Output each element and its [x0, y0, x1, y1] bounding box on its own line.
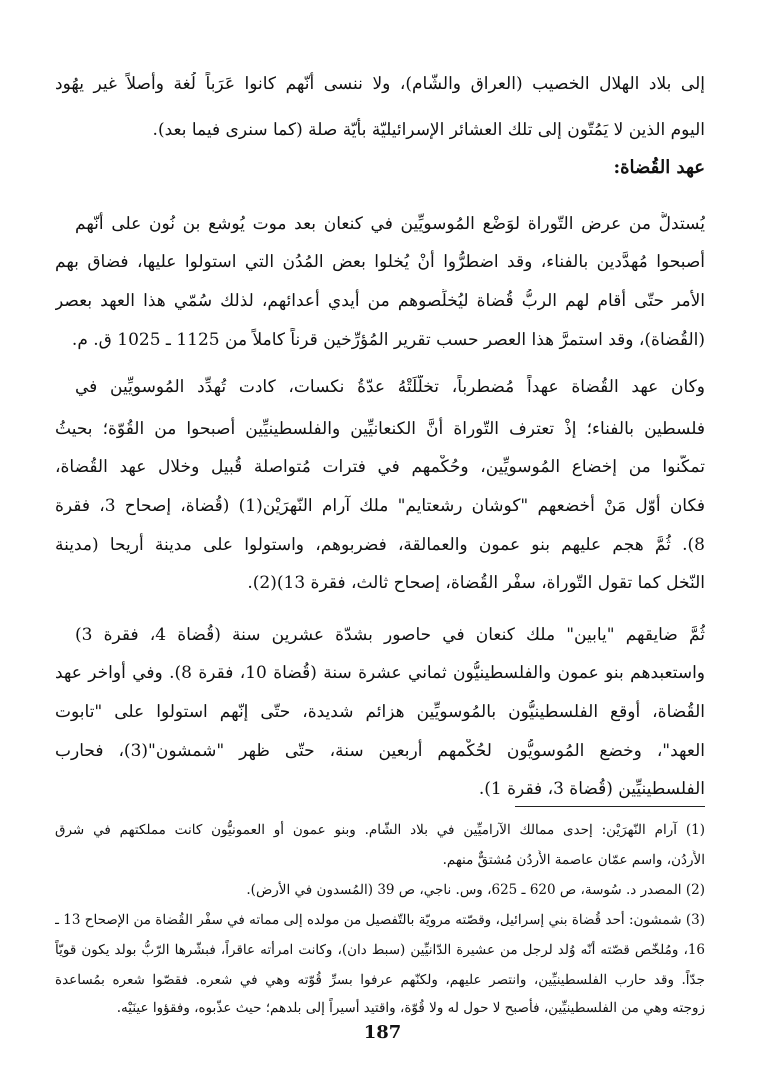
footnote-line: (2) المصدر د. سُوسة، ص 620 ـ 625، وس. ناجي، ص 39 (المُسدون في الأرض). [246, 882, 705, 898]
paragraph-2-line: فكان أوّل مَنْ أخضعهم "كوشان رشعتايم" ملك آرام النّهرَيْن(1) (قُضاة، إصحاح 3، فقرة [55, 496, 705, 516]
paragraph-2-line: 8). ثُمَّ هجم عليهم بنو عمون والعمالقة، فضربوهم، واستولوا على مدينة أريحا (مدينة [55, 535, 705, 555]
paragraph-1-line: يُستدلُّ من عرض التّوراة لوَضْع المُوسويِّين في كنعان بعد موت يُوشع بن نُون على أنّهم [75, 214, 705, 234]
footnote-line: 16، ومُلخّص قصّته أنّه وُلد لرجل من عشيرة الدّانيِّين (سبط دان)، وكانت امرأته عاقراً، فبشّرها الرّبُّ بولد يكون قويّاً [55, 942, 705, 958]
paragraph-3-line: ثُمَّ ضايقهم "يابين" ملك كنعان في حاصور بشدّة عشرين سنة (قُضاة 4، فقرة 3) [75, 625, 705, 645]
paragraph-1-line: أصبحوا مُهدَّدين بالفناء، وقد اضطرُّوا أنْ يُخلوا بعض المُدُن التي استولوا عليها، فضاق بهم [55, 252, 705, 272]
footnote-divider [515, 806, 705, 807]
paragraph-3-line: واستعبدهم بنو عمون والفلسطينيُّون ثماني عشرة سنة (قُضاة 10، فقرة 8). وفي أواخر عهد [55, 663, 705, 683]
paragraph-2-line: وكان عهد القُضاة عهداً مُضطرباً، تخلَّلَتْهُ عدّةُ نكسات، كادت تُهدِّد المُوسويِّين في [75, 377, 705, 397]
paragraph-1-line: (القُضاة)، وقد استمرَّ هذا العصر حسب تقرير المُؤرِّخين قرناً كاملاً من 1125 ـ 1025 ق. م. [71, 330, 705, 350]
footnote-line: الأُردُن، واسم عمّان عاصمة الأُردُن مُشتقٌّ منهم. [442, 852, 705, 868]
footnote-line: (3) شمشون: أحد قُضاة بني إسرائيل، وقصّته مرويّة بالتّفصيل من مولده إلى مماته في سفْر القُضاة من الإصحاح 13 ـ [55, 912, 705, 928]
section-heading: عهد القُضاة: [613, 157, 705, 178]
intro-line: اليوم الذين لا يَمُتّون إلى تلك العشائر الإسرائيليّة بأيّة صلة (كما سنرى فيما بعد). [152, 120, 705, 140]
paragraph-3-line: العهد"، وخضع المُوسويُّون لحُكْمهم أربعين سنة، حتّى ظهر "شمشون"(3)، فحارب [55, 741, 705, 761]
footnote-line: (1) آرام النّهرَيْن: إحدى ممالك الآراميِّين في بلاد الشّام. وبنو عمون أو العمونيُّون كانت مملكتهم في شرق [55, 822, 705, 838]
paragraph-2-line: النّخل كما تقول التّوراة، سفْر القُضاة، إصحاح ثالث، فقرة 13)(2). [247, 573, 705, 593]
paragraph-3-line: الفلسطينيِّين (قُضاة 3، فقرة 1). [478, 779, 705, 799]
paragraph-2-line: فلسطين بالفناء؛ إذْ تعترف التّوراة أنَّ الكنعانيِّين والفلسطينيِّين أصبحوا من القُوّة؛ بحيثُ [55, 419, 705, 439]
page-number: 187 [363, 1022, 402, 1043]
footnote-line: جدّاً. وقد حارب الفلسطينيِّين، وانتصر عليهم، ولكنّهم عرفوا بسرِّ قُوّته وهي في شعره. فقصّوا شعره بمُساعدة [55, 972, 705, 988]
paragraph-2-line: تمكّنوا من إخضاع المُوسويِّين، وحُكْمهم في فترات مُتواصلة قُبيل وخلال عهد القُضاة، [55, 457, 705, 477]
paragraph-1-line: الأمر حتّى أقام لهم الربُّ قُضاة ليُخلِّصوهم من أيدي أعدائهم، لذلك سُمّي هذا العهد بعصر [55, 291, 705, 311]
footnote-line: زوجته وهي من الفلسطينيِّين، فأصبح لا حول له ولا قُوّة، واقتيد أسيراً إلى بلدهم؛ حيث عذّبوه، وفقؤوا عينَيْه. [116, 1000, 705, 1016]
paragraph-3-line: القُضاة، أوقع الفلسطينيُّون بالمُوسويِّين هزائم شديدة، حتّى إنّهم استولوا على "تابوت [55, 702, 705, 722]
intro-line: إلى بلاد الهلال الخصيب (العراق والشّام)، ولا ننسى أنّهم كانوا عَرَباً لُغة وأصلاً غير يهُود [55, 74, 705, 94]
